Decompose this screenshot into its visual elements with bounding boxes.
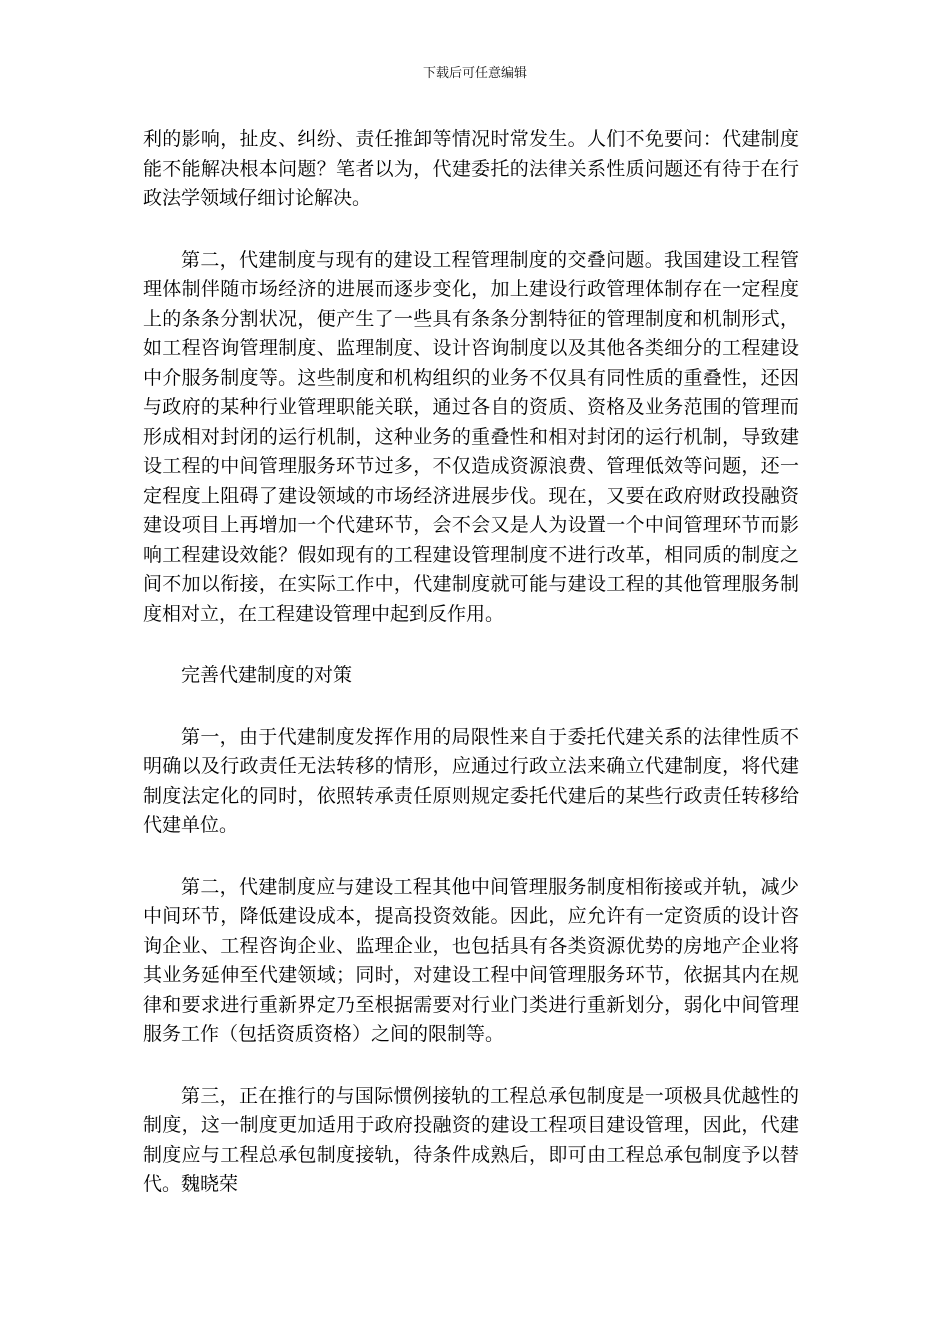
page-header: 下载后可任意编辑 xyxy=(422,66,527,81)
paragraph-second-issue: 第二，代建制度与现有的建设工程管理制度的交叠问题。我国建设工程管理体制伴随市场经济的进展而逐步变化，加上建设行政管理体制存在一定程度上的条条分割状况，便产生了一些具有条条分割特征的管理制度和机制形式，如工程咨询管理制度、监理制度、设计咨询制度以及其他各类细分的工程建设中介服务制度等。这些制度和机构组织的业务不仅具有同性质的重叠性，还因与政府的某种行业管理职能关联，通过各自的资质、资格及业务范围的管理而形成相对封闭的运行机制，这种业务的重叠性和相对封闭的运行机制，导致建设工程的中间管理服务环节过多，不仅造成资源浪费、管理低效等问题，还一定程度上阻碍了建设领域的市场经济进展步伐。现在，又要在政府财政投融资建设项目上再增加一个代建环节，会不会又是人为设置一个中间管理环节而影响工程建设效能？假如现有的工程建设管理制度不进行改革，相同质的制度之间不加以衔接，在实际工作中，代建制度就可能与建设工程的其他管理服务制度相对立，在工程建设管理中起到反作用。 xyxy=(143,248,799,625)
paragraph-continued: 利的影响，扯皮、纠纷、责任推卸等情况时常发生。人们不免要问：代建制度能不能解决根本问题？笔者以为，代建委托的法律关系性质问题还有待于在行政法学领域仔细讨论解决。 xyxy=(143,128,799,209)
paragraph-countermeasure-three: 第三，正在推行的与国际惯例接轨的工程总承包制度是一项极具优越性的制度，这一制度更加适用于政府投融资的建设工程项目建设管理，因此，代建制度应与工程总承包制度接轨，待条件成熟后，即可由工程总承包制度予以替代。魏晓荣 xyxy=(143,1084,799,1195)
section-heading: 完善代建制度的对策 xyxy=(181,664,353,686)
paragraph-countermeasure-one: 第一，由于代建制度发挥作用的局限性来自于委托代建关系的法律性质不明确以及行政责任无法转移的情形，应通过行政立法来确立代建制度，将代建制度法定化的同时，依照转承责任原则规定委托代建后的某些行政责任转移给代建单位。 xyxy=(143,725,799,836)
paragraph-countermeasure-two: 第二，代建制度应与建设工程其他中间管理服务制度相衔接或并轨，减少中间环节，降低建设成本，提高投资效能。因此，应允许有一定资质的设计咨询企业、工程咨询企业、监理企业，也包括具有各类资源优势的房地产企业将其业务延伸至代建领域；同时，对建设工程中间管理服务环节，依据其内在规律和要求进行重新界定乃至根据需要对行业门类进行重新划分，弱化中间管理服务工作（包括资质资格）之间的限制等。 xyxy=(143,875,799,1045)
document-body xyxy=(143,125,799,1232)
